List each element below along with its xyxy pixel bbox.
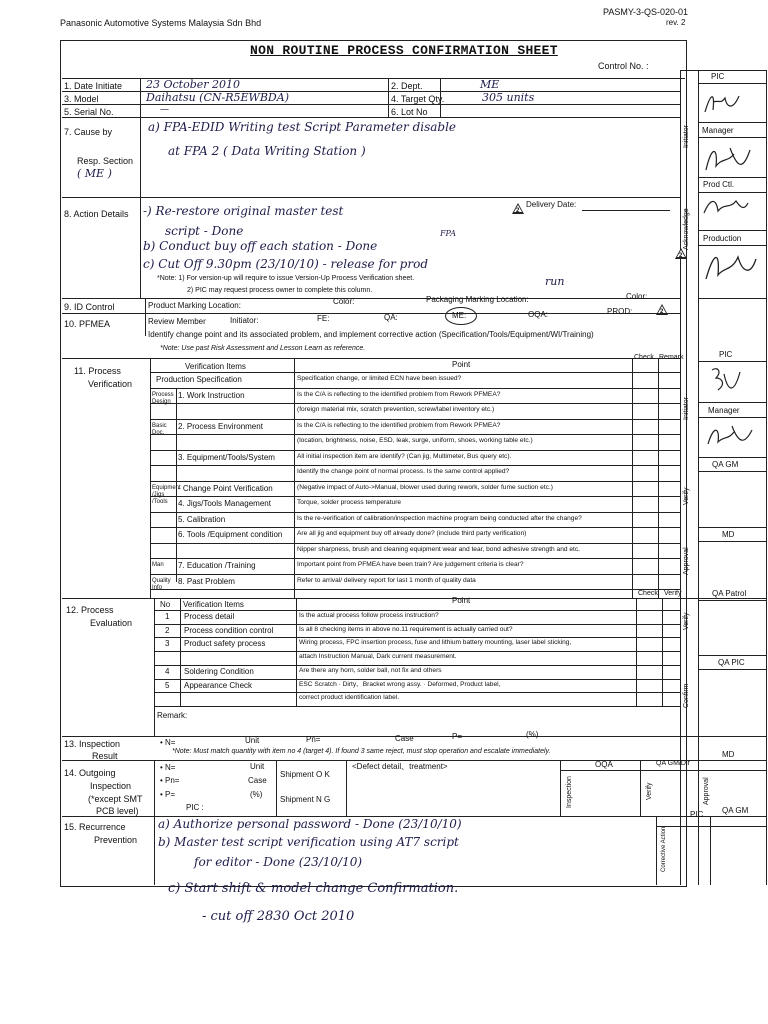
doc-revision: rev. 2 (666, 18, 686, 27)
pe-row-no: 1 (165, 612, 170, 621)
pv-row-point: Is the C/A is reflecting to the identified problem from Rework PFMEA? (297, 421, 501, 429)
control-no-label: Control No. : (598, 61, 649, 71)
form-title: NON ROUTINE PROCESS CONFIRMATION SHEET (250, 43, 558, 58)
qa-patrol-label: QA Patrol (712, 589, 747, 598)
shipment-ng: Shipment N G (280, 795, 331, 804)
pe-col-no: No (160, 600, 171, 609)
pe-row-no: 3 (165, 639, 170, 649)
initiator-label: Initiator: (230, 316, 259, 325)
verify-vertical-3: Verify (646, 782, 653, 800)
pv-row-point: (Negative impact of Auto->Manual, blower used during rework, solder fume suction etc.) (297, 483, 553, 491)
target-qty-value: 305 units (482, 91, 535, 104)
pv-col-remark: Remark (659, 354, 684, 361)
inspection-label-2: Result (92, 751, 118, 761)
verify-vertical: Verify (683, 487, 690, 505)
pe-row-point: correct product identification label. (299, 694, 400, 702)
outgoing-label-2: Inspection (90, 781, 132, 791)
pv-row-group: Basic Doc. (152, 422, 167, 436)
outgoing-label-1: 14. Outgoing (64, 768, 116, 778)
pv-row-point: Important point from PFMEA have been train? Are judgement criteria is clear? (297, 561, 524, 568)
outgoing-unit: Unit (250, 762, 265, 771)
inspection-unit: Unit (245, 736, 260, 745)
pv-row-group: Man (152, 562, 164, 568)
oqa-label-2: OQA (595, 760, 613, 769)
outgoing-pic: PIC : (186, 803, 204, 812)
pe-row-item: Process detail (184, 612, 235, 621)
date-initiate-value: 23 October 2010 (146, 78, 241, 91)
date-initiate-label: 1. Date Initiate (64, 81, 123, 91)
signature-production (702, 247, 760, 288)
oqa-label: OQA: (528, 310, 549, 319)
pe-row-item: Process condition control (184, 625, 274, 635)
signature-initiator (703, 90, 743, 123)
manager-label: Manager (702, 126, 734, 135)
signature-manager (704, 140, 754, 181)
pv-row-point: Identify the change point of normal process. Is the same control applied? (297, 468, 510, 475)
pv-row-point: Is the C/A is reflecting to the identified problem from Rework PFMEA? (297, 390, 501, 398)
resp-section-value: ( ME ) (77, 167, 112, 180)
recurrence-line-4: c) Start shift & model change Confirmation. (168, 881, 459, 896)
initiator-vertical: Initiator (683, 125, 690, 148)
md-label: MD (722, 530, 735, 539)
pv-row-item: 3. Equipment/Tools/System (178, 452, 275, 462)
signature-manager-2 (706, 420, 754, 455)
pv-col-check: Check (634, 354, 654, 361)
pe-label-2: Evaluation (90, 618, 133, 628)
pe-row-no: 5 (165, 680, 170, 690)
inspection-note: *Note: Must match quantity with item no 4 (target 4). If found 3 same reject, must stop operation and escalate immediately. (172, 748, 551, 755)
fe-label: FE: (317, 314, 330, 323)
action-note-2: 2) PIC may request process owner to complete this column. (187, 287, 373, 294)
pv-row-item: 7. Education /Training (178, 561, 256, 570)
pv-row-point: (foreign material mix, scratch prevention, screw/label inventory etc.) (297, 406, 495, 413)
pv-col-point: Point (452, 360, 471, 369)
pv-row-point: Torque, solder process temperature (297, 499, 402, 506)
pe-row-point: Wiring process, FPC insertion process, fuse and lithium battery mounting, laser label sticking, (299, 639, 572, 647)
qa-gm-dir-label: QA GM/Dir (656, 760, 690, 767)
outgoing-case: Case (248, 776, 267, 785)
pv-row-item: 1. Work Instruction (178, 390, 245, 400)
pv-row-item: Production Specification (156, 375, 242, 384)
prod-label: PROD: (607, 307, 633, 316)
inspection-n: • N= (160, 738, 176, 747)
outgoing-p: • P= (160, 790, 176, 799)
recurrence-line-2: b) Master test script verification using AT7 script (158, 835, 459, 849)
pv-row-point: Refer to arrival/ delivery report for last 1 month of quality data (297, 576, 476, 584)
outgoing-n: • N= (160, 763, 176, 772)
recurrence-pic: PIC (690, 810, 704, 819)
signature-prod-ctl (700, 193, 750, 226)
action-line-1: -) Re-restore original master test (143, 204, 344, 218)
pv-label-2: Verification (88, 379, 133, 389)
serial-label: 5. Serial No. (64, 107, 114, 117)
manager-label-2: Manager (708, 406, 740, 415)
pe-row-point: ESC Scratch · Dirty、Bracket wrong assy. · Deformed, Product label, (299, 680, 501, 688)
confirm-vertical: Confirm (683, 683, 690, 708)
recurrence-label-2: Prevention (94, 835, 138, 845)
pe-col-verify: Verify (664, 590, 682, 597)
signature-initiator-2 (708, 364, 744, 403)
pv-label-1: 11. Process (74, 366, 121, 376)
inspection-pn: Pn= (306, 735, 321, 744)
product-marking-label: Product Marking Location: (148, 301, 241, 310)
pv-row-item: 5. Calibration (178, 514, 226, 524)
delivery-date-label: Delivery Date: (526, 200, 577, 209)
pfmea-instruction: Identify change point and its associated problem, and implement corrective action (Specification/Tools/Equipment/WI/Training) (148, 330, 594, 339)
cause-line-2: at FPA 2 ( Data Writing Station ) (168, 144, 366, 158)
pe-col-check: Check (638, 590, 658, 597)
pv-row-group: Quality Info (152, 577, 171, 591)
prod-ctl-label: Prod Ctl. (703, 180, 735, 189)
qa-label: QA: (384, 313, 398, 322)
pe-label-1: 12. Process (66, 605, 114, 615)
pe-row-point: Are there any horn, solder ball, not fix and others (299, 666, 442, 674)
outgoing-label-4: PCB level) (96, 806, 139, 816)
pe-row-point: attach Instruction Manual, Dark current measurement. (299, 653, 457, 661)
action-line-4b: run (545, 275, 565, 288)
pv-row-point: Nipper sharpness, brush and cleaning equipment wear and tear, bond adhesive strength and etc. (297, 545, 580, 553)
pv-row-item: 8. Past Problem (178, 576, 235, 586)
pv-row-item: 4. Jigs/Tools Management (178, 499, 271, 508)
pe-row-item: Soldering Condition (184, 666, 254, 676)
pic-header: PIC (711, 72, 725, 81)
recurrence-label-1: 15. Recurrence (64, 822, 126, 832)
outgoing-pct: (%) (250, 790, 263, 799)
dept-label: 2. Dept. (391, 81, 423, 91)
pic-header-2: PIC (719, 350, 733, 359)
action-line-4: c) Cut Off 9.30pm (23/10/10) - release for prod (143, 257, 428, 271)
outgoing-label-3: (*except SMT (88, 794, 143, 804)
initiator-vertical-2: Initiator (683, 397, 690, 420)
pe-row-point: Is all 8 checking items in above no.11 requirement is actually carried out? (299, 625, 513, 633)
pv-row-point: Specification change, or limited ECN have been issued? (297, 375, 462, 382)
pe-col-items: Verification Items (183, 600, 244, 609)
me-label: ME: (452, 311, 467, 320)
pv-row-item: 2. Process Environment (178, 421, 263, 431)
pv-row-group: Process Design (152, 391, 174, 405)
qa-pic-label: QA PIC (718, 658, 745, 667)
dept-value: ME (480, 78, 500, 91)
pv-row-point: Are all jig and equipment buy off already done? (include third party verification) (297, 530, 527, 537)
pfmea-label: 10. PFMEA (64, 319, 111, 329)
pv-row-point: All initial inspection item are identify? (Can jig, Multimeter, Bus query etc). (297, 452, 512, 460)
acknowledge-vertical: Acknowledge (683, 208, 690, 250)
serial-value: — (160, 105, 169, 115)
inspection-p: P= (452, 732, 463, 741)
qa-gm-label: QA GM (712, 460, 739, 469)
defect-detail: <Defect detail、treatment> (352, 762, 448, 771)
pe-row-no: 2 (165, 625, 170, 635)
packaging-marking-label: Packaging Marking Location: (426, 295, 529, 304)
resp-section-label: Resp. Section (77, 156, 134, 166)
action-note-1: *Note: 1) For version-up will require to issue Version-Up Process Verification sheet. (157, 275, 415, 282)
recurrence-line-1: a) Authorize personal password - Done (23/10/10) (158, 817, 462, 831)
pe-row-item: Product safety process (184, 639, 266, 649)
inspection-vertical: Inspection (566, 776, 573, 808)
md-label-2: MD (722, 750, 735, 759)
action-label: 8. Action Details (64, 209, 129, 219)
approval-vertical: Approval (683, 547, 690, 575)
lot-label: 6. Lot No (391, 107, 428, 117)
id-control-label: 9. ID Control (64, 302, 115, 312)
pv-row-group: Equipment /Jigs /Tools (152, 484, 181, 505)
doc-number: PASMY-3-QS-020-01 (603, 7, 689, 17)
recurrence-qa-gm: QA GM (722, 806, 749, 815)
cause-line-1: a) FPA-EDID Writing test Script Parameter disable (148, 120, 457, 134)
pv-col-items: Verification Items (185, 362, 246, 371)
company-name: Panasonic Automotive Systems Malaysia Sdn Bhd (60, 18, 262, 28)
inspection-case: Case (395, 734, 414, 743)
corrective-vertical: Corrective Action (661, 826, 667, 872)
verify-vertical-2: Verify (683, 612, 690, 630)
pv-row-point: (location, brightness, noise, ESD, leak, surge, uniform, shoes, working table etc.) (297, 437, 533, 444)
pe-col-point: Point (452, 596, 471, 605)
pe-remark: Remark: (157, 711, 188, 720)
pv-row-point: Is the re-verification of calibration/inspection machine program being conducted after the change? (297, 514, 582, 522)
outgoing-pn: • Pn= (160, 776, 180, 785)
inspection-label-1: 13. Inspection (64, 739, 121, 749)
color-label-2: Color: (626, 292, 648, 301)
action-fpa: FPA (440, 229, 456, 238)
model-value: Daihatsu (CN-R5EWBDA) (146, 91, 289, 104)
pe-row-no: 4 (165, 666, 170, 676)
approval-vertical-2: Approval (703, 777, 710, 805)
pe-row-item: Appearance Check (184, 680, 253, 690)
production-label: Production (703, 234, 742, 243)
target-qty-label: 4. Target Qty. (391, 94, 445, 104)
cause-label: 7. Cause by (64, 127, 113, 137)
action-line-2: script - Done (165, 224, 244, 238)
action-line-3: b) Conduct buy off each station - Done (143, 239, 378, 253)
color-label-1: Color: (333, 297, 355, 306)
review-member-label: Review Member (148, 317, 206, 326)
inspection-pct: (%) (526, 730, 539, 739)
pfmea-note: *Note: Use past Risk Assessment and Lesson Learn as reference. (160, 345, 366, 352)
recurrence-line-3: for editor - Done (23/10/10) (194, 855, 363, 869)
model-label: 3. Model (64, 94, 99, 104)
pe-row-point: Is the actual process follow process instruction? (299, 612, 439, 619)
recurrence-line-5: - cut off 2830 Oct 2010 (202, 909, 355, 924)
shipment-ok: Shipment O K (280, 770, 330, 779)
pv-row-item: - Change Point Verification (178, 483, 273, 493)
pv-row-item: 6. Tools /Equipment condition (178, 530, 283, 539)
